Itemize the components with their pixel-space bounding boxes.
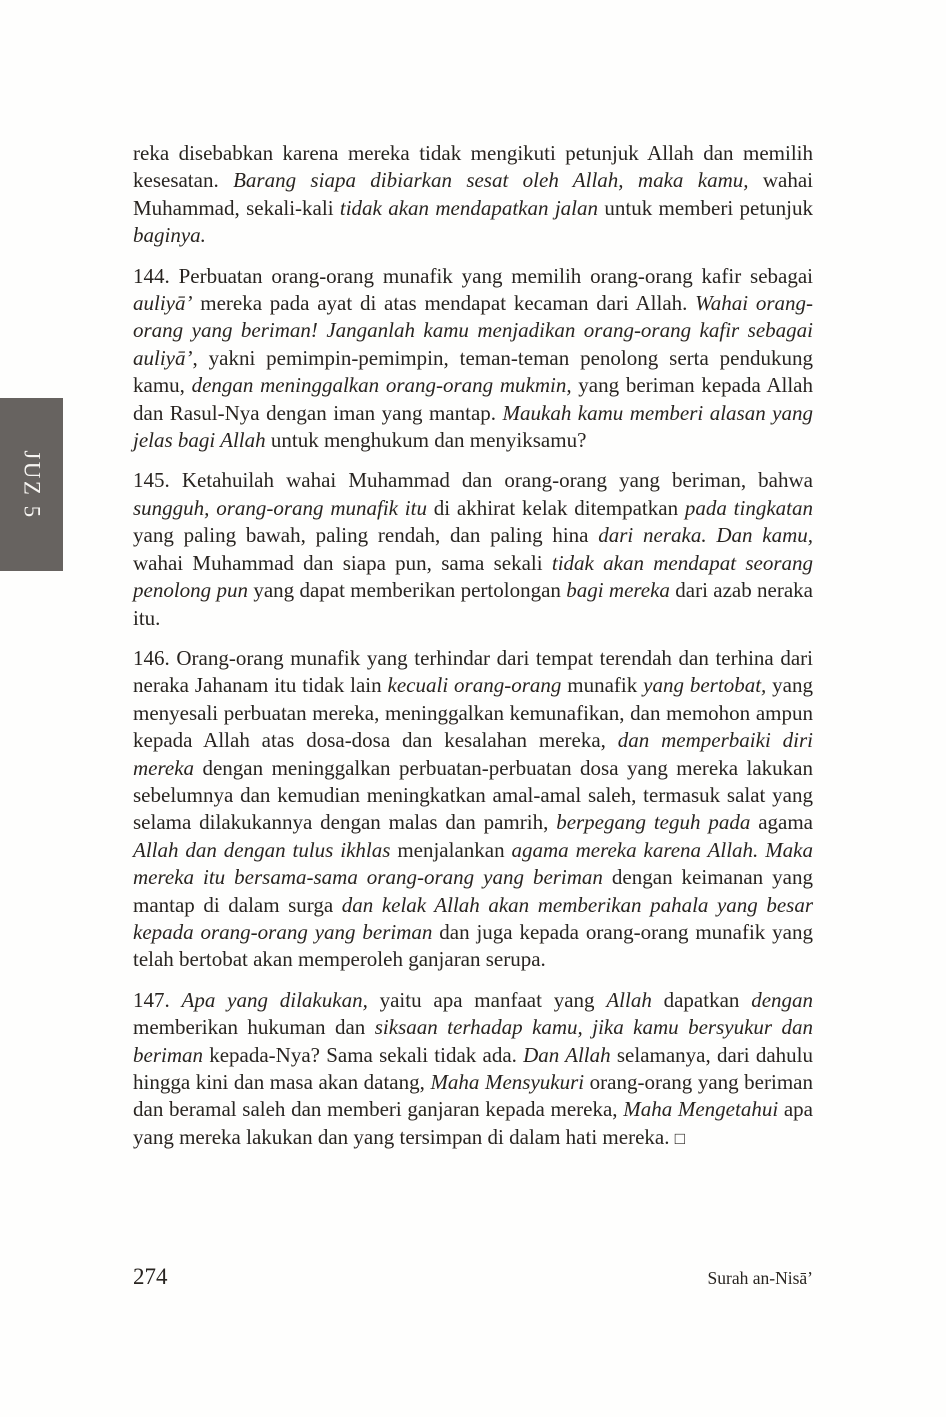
italic-segment: kecuali orang-orang — [387, 673, 562, 698]
roman-segment: wahai Muhammad, sekali-kali — [133, 168, 813, 220]
paragraph — [133, 467, 813, 631]
roman-segment: dapatkan — [651, 987, 752, 1012]
surah-name: Surah an-Nisā’ — [707, 1268, 813, 1288]
roman-segment: 145. Ketahuilah wahai Muhammad dan orang-orang yang beriman, bahwa — [133, 468, 813, 493]
italic-segment: Maha Mengetahui — [623, 1097, 779, 1122]
paragraph — [133, 140, 813, 250]
italic-segment: yang bertobat, — [643, 673, 767, 698]
italic-segment: Dan Allah — [523, 1042, 611, 1067]
italic-segment: tidak akan mendapat seorang penolong pun — [133, 550, 814, 603]
italic-segment: dan kelak Allah akan memberikan pahala yang besar kepada orang-orang yang beriman — [133, 892, 814, 944]
paragraph — [133, 645, 813, 974]
italic-segment: baginya. — [133, 223, 206, 248]
roman-segment: yang menyesali perbuatan mereka, meninggalkan kemunafikan, dan memohon ampun kepada Allah atas dosa-dosa dan kesalahan mereka, — [133, 673, 813, 753]
roman-segment: 147. — [133, 987, 182, 1012]
paragraph — [133, 263, 813, 455]
roman-segment: mereka pada ayat di atas mendapat kecaman dari Allah. — [192, 291, 696, 316]
italic-segment: Apa yang dilakukan, — [181, 987, 368, 1012]
roman-segment: munafik — [561, 673, 644, 698]
italic-segment: Allah — [606, 987, 652, 1012]
roman-segment: reka disebabkan karena mereka tidak mengikuti petunjuk Allah dan memilih kesesatan. — [133, 141, 813, 193]
paragraph — [133, 987, 813, 1152]
italic-segment: tidak akan mendapatkan jalan — [339, 195, 599, 220]
italic-segment: dengan — [751, 987, 814, 1012]
juz-tab-label: JUZ 5 — [19, 449, 45, 520]
roman-segment: kepada-Nya? Sama sekali tidak ada. — [203, 1042, 524, 1067]
roman-segment: , yakni pemimpin-pemimpin, teman-teman penolong serta pendukung kamu, — [133, 345, 813, 398]
roman-segment: menjalankan — [390, 837, 512, 862]
italic-segment: bagi mereka — [566, 578, 670, 603]
end-of-section-marker: □ — [674, 1128, 685, 1148]
italic-segment: Barang siapa dibiarkan sesat oleh Allah, maka kamu, — [233, 168, 749, 193]
roman-segment: yang dapat memberikan pertolongan — [248, 578, 567, 603]
roman-segment: selamanya, dari dahulu hingga kini dan masa akan datang, — [133, 1042, 813, 1094]
italic-segment: auliyā’ — [133, 291, 193, 316]
roman-segment: dengan keimanan yang mantap di dalam surga — [133, 865, 813, 917]
italic-segment: siksaan terhadap kamu, jika kamu bersyukur dan beriman — [133, 1015, 814, 1067]
roman-segment: untuk menghukum dan menyiksamu? — [265, 428, 587, 453]
italic-segment: Wahai orang-orang yang beriman! Janganlah kamu menjadikan orang-orang kafir sebagai auliyā’ — [133, 291, 813, 370]
italic-segment: dari neraka. Dan kamu, — [598, 523, 813, 548]
italic-segment: pada tingkatan — [684, 495, 813, 520]
juz-tab — [0, 398, 63, 571]
roman-segment: dan juga kepada orang-orang munafik yang telah bertobat akan memperoleh ganjaran serupa. — [133, 919, 813, 972]
roman-segment: orang-orang yang beriman dan beramal saleh dan memberi ganjaran kepada mereka, — [133, 1070, 813, 1122]
roman-segment: di akhirat kelak ditempatkan — [426, 495, 685, 520]
roman-segment: wahai Muhammad dan siapa pun, sama sekali — [133, 550, 552, 575]
roman-segment: yaitu apa manfaat yang — [367, 987, 607, 1012]
roman-segment: untuk memberi petunjuk — [598, 195, 813, 220]
roman-segment: yang beriman kepada Allah dan Rasul-Nya dengan iman yang mantap. — [133, 373, 813, 425]
roman-segment: apa yang mereka lakukan dan yang tersimpan di dalam hati mereka. — [133, 1097, 813, 1149]
roman-segment: dengan meninggalkan perbuatan-perbuatan dosa yang mereka lakukan sebelumnya dan kemudian meningkatkan amal-amal saleh, termasuk salat yang selama dilakukannya dengan malas dan pamrih, — [133, 755, 813, 835]
roman-segment: 146. Orang-orang munafik yang terhindar dari tempat terendah dan terhina dari neraka Jahanam itu tidak lain — [133, 645, 813, 698]
page-number: 274 — [133, 1264, 168, 1289]
text-block — [133, 140, 813, 1152]
italic-segment: agama mereka karena Allah. Maka mereka itu bersama-sama orang-orang yang beriman — [133, 837, 814, 890]
italic-segment: berpegang teguh pada — [556, 810, 751, 835]
italic-segment: sungguh, orang-orang munafik itu — [133, 495, 427, 520]
roman-segment: 144. Perbuatan orang-orang munafik yang memilih orang-orang kafir sebagai — [133, 263, 813, 288]
italic-segment: dengan meninggalkan orang-orang mukmin, — [191, 373, 572, 398]
italic-segment: Allah dan dengan tulus ikhlas — [133, 837, 391, 862]
italic-segment: Maukah kamu memberi alasan yang jelas bagi Allah — [133, 400, 814, 453]
page-footer — [133, 1264, 813, 1290]
roman-segment: dari azab neraka itu. — [133, 578, 814, 630]
italic-segment: Maha Mensyukuri — [430, 1070, 585, 1094]
roman-segment: memberikan hukuman dan — [133, 1015, 375, 1040]
roman-segment: agama — [750, 810, 813, 835]
italic-segment: dan memperbaiki diri mereka — [133, 728, 813, 780]
roman-segment: yang paling bawah, paling rendah, dan paling hina — [133, 523, 599, 548]
